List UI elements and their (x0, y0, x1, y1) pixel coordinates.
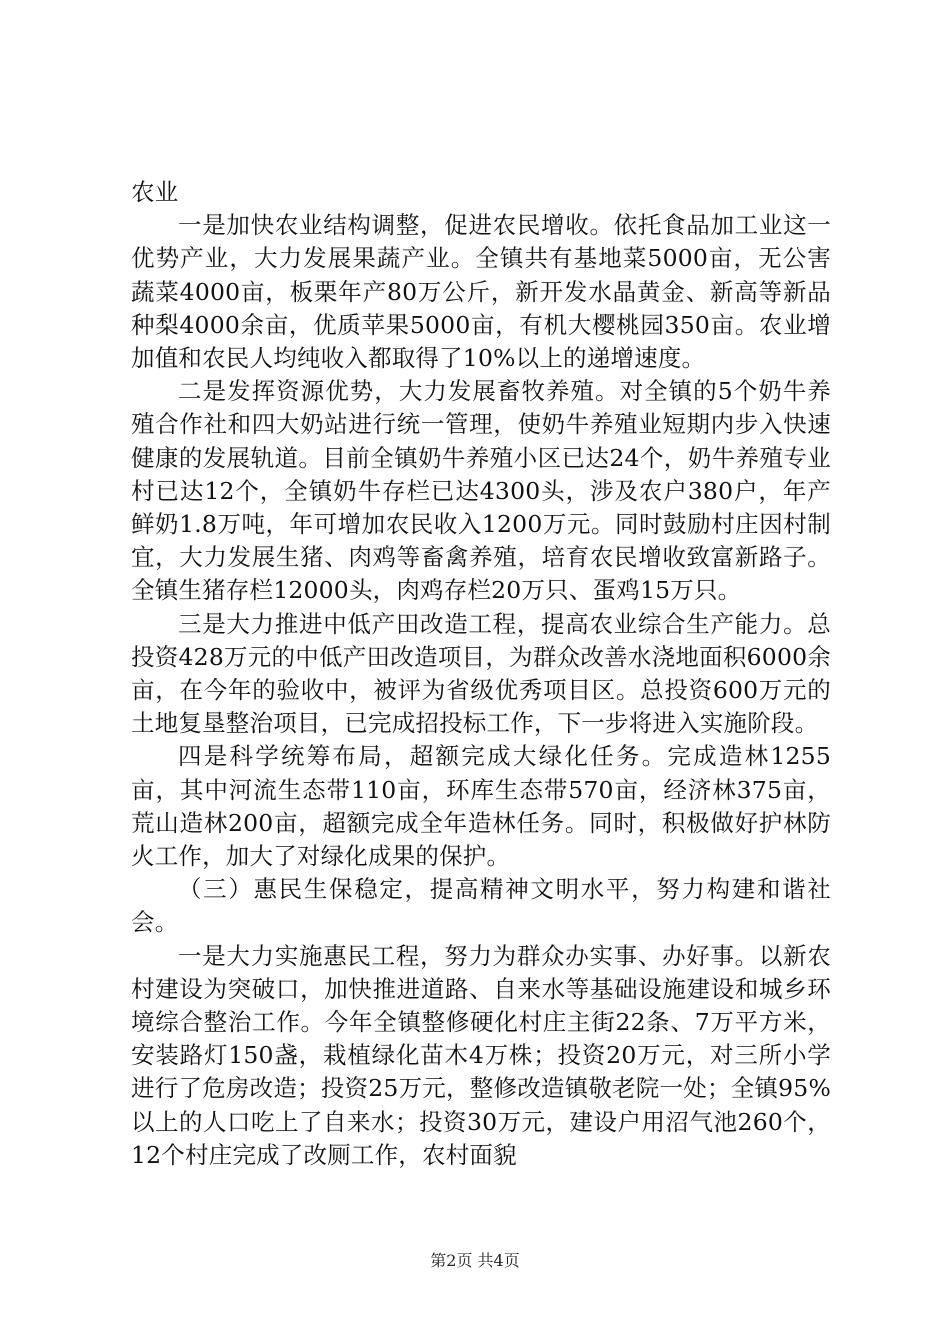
paragraph-livelihood-projects: 一是大力实施惠民工程，努力为群众办实事、办好事。以新农村建设为突破口，加快推进道路、自来水等基础设施建设和城乡环境综合整治工作。今年全镇整修硬化村庄主街22条、7万平方米，安装路灯150盏，栽植绿化苗木4万株；投资20万元，对三所小学进行了危房改造；投资25万元，整修改造镇敬老院一处；全镇95%以上的人口吃上了自来水；投资30万元，建设户用沼气池260个，12个村庄完成了改厕工作，农村面貌 (131, 941, 831, 1169)
paragraph-farmland-improvement: 三是大力推进中低产田改造工程，提高农业综合生产能力。总投资428万元的中低产田改造项目，为群众改善水浇地面积6000余亩，在今年的验收中，被评为省级优秀项目区。总投资600万元的土地复垦整治项目，已完成招投标工作，下一步将进入实施阶段。 (131, 609, 831, 738)
paragraph-heading-fragment: 农业 (131, 178, 179, 206)
section-heading-three: （三）惠民生保稳定，提高精神文明水平，努力构建和谐社会。 (131, 875, 831, 937)
page-footer: 第2页 共4页 (430, 1251, 520, 1270)
paragraph-agriculture-structure: 一是加快农业结构调整，促进农民增收。依托食品加工业这一优势产业，大力发展果蔬产业。全镇共有基地菜5000亩，无公害蔬菜4000亩，板栗年产80万公斤，新开发水晶黄金、新高等新品种梨4000余亩，优质苹果5000亩，有机大樱桃园350亩。农业增加值和农民人均纯收入都取得了10%以上的递增速度。 (131, 211, 831, 373)
document-body (131, 176, 831, 1172)
paragraph-livestock: 二是发挥资源优势，大力发展畜牧养殖。对全镇的5个奶牛养殖合作社和四大奶站进行统一管理，使奶牛养殖业短期内步入快速健康的发展轨道。目前全镇奶牛养殖小区已达24个，奶牛养殖专业村已达12个，全镇奶牛存栏已达4300头，涉及农户380户，年产鲜奶1.8万吨，年可增加农民收入1200万元。同时鼓励村庄因村制宜，大力发展生猪、肉鸡等畜禽养殖，培育农民增收致富新路子。全镇生猪存栏12000头，肉鸡存栏20万只、蛋鸡15万只。 (131, 377, 831, 605)
paragraph-greening: 四是科学统筹布局，超额完成大绿化任务。完成造林1255亩，其中河流生态带110亩，环库生态带570亩，经济林375亩，荒山造林200亩，超额完成全年造林任务。同时，积极做好护林防火工作，加大了对绿化成果的保护。 (131, 742, 831, 871)
